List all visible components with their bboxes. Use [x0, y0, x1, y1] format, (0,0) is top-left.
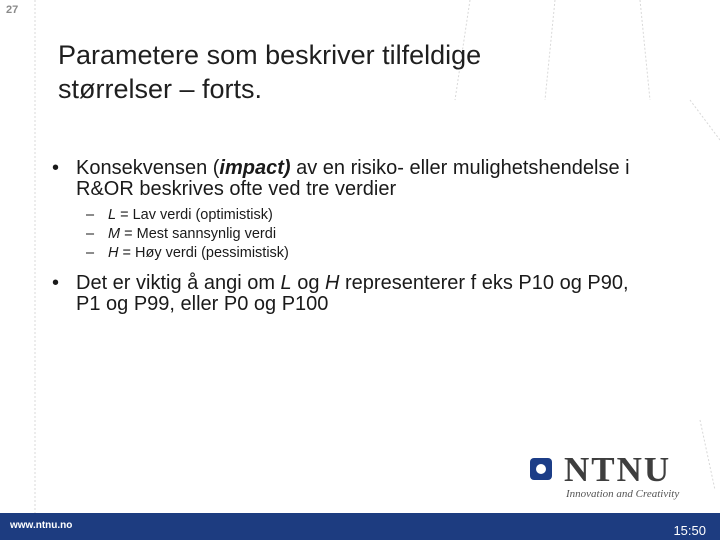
dash-marker: – — [86, 245, 95, 261]
symbol-l: L — [108, 207, 117, 223]
bullet-list — [52, 158, 642, 315]
sub-item-desc: = Mest sannsynlig verdi — [120, 226, 277, 242]
dash-marker: – — [86, 207, 95, 223]
bullet-text-pre: Konsekvensen ( — [76, 157, 220, 179]
slide-number: 27 — [6, 4, 19, 16]
sub-item-desc: = Høy verdi (pessimistisk) — [118, 245, 289, 261]
logo-mark-icon — [530, 458, 552, 480]
footer-url[interactable]: www.ntnu.no — [10, 520, 73, 531]
dash-marker: – — [86, 226, 95, 242]
sub-item-high — [86, 244, 642, 263]
sub-item-most-likely — [86, 225, 642, 244]
slide-title — [58, 38, 618, 106]
bullet-emphasis: impact) — [219, 157, 291, 179]
footer-time: 15:50 — [673, 523, 706, 538]
bullet-text — [76, 158, 642, 200]
title-line-2: størrelser – forts. — [58, 74, 263, 104]
bullet-text-pre: Det er viktig å angi om — [76, 272, 281, 294]
sub-item-text — [108, 206, 273, 225]
footer-bar — [0, 513, 720, 540]
bullet-text-mid: og — [291, 272, 326, 294]
sub-item-desc: = Lav verdi (optimistisk) — [116, 207, 273, 223]
bullet-marker: • — [52, 157, 60, 179]
logo-tagline: Innovation and Creativity — [566, 488, 680, 500]
logo-name: NTNU — [564, 450, 672, 489]
symbol-h: H — [108, 245, 119, 261]
ntnu-logo — [528, 452, 708, 504]
symbol-l: L — [280, 272, 292, 294]
bullet-item-impact — [52, 158, 642, 200]
bullet-text-post: representerer f eks P10 og P90, P1 og P99, eller P0 og P100 — [76, 272, 629, 315]
symbol-h: H — [325, 272, 340, 294]
bullet-text-post: av en risiko- eller mulighetshendelse i R&OR beskrives ofte ved tre verdier — [76, 157, 630, 200]
bullet-marker: • — [52, 272, 60, 294]
title-line-1: Parametere som beskriver tilfeldige — [58, 40, 482, 70]
symbol-m: M — [108, 226, 121, 242]
bullet-text — [76, 273, 642, 315]
bullet-item-percentiles — [52, 273, 642, 315]
sub-item-text — [108, 244, 289, 263]
sub-list — [52, 206, 642, 263]
sub-item-low — [86, 206, 642, 225]
sub-item-text — [108, 225, 276, 244]
